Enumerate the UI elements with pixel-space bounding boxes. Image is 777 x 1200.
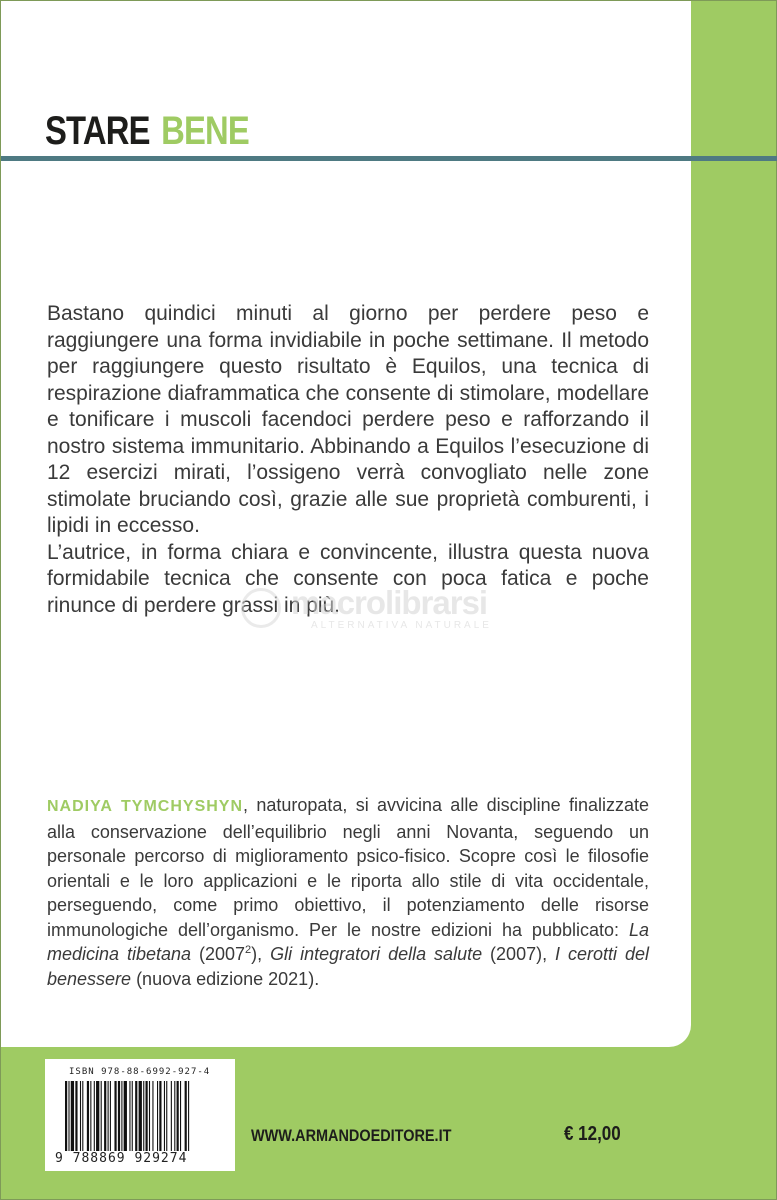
barcode-bar (101, 1081, 102, 1151)
barcode-bar (82, 1081, 83, 1151)
barcode-bar (152, 1081, 153, 1151)
publisher-website: WWW.ARMANDOEDITORE.IT (251, 1126, 452, 1145)
barcode-bar (174, 1081, 175, 1151)
book-title-2: Gli integratori della salute (270, 944, 483, 964)
book-edition-sup: 2 (245, 944, 252, 956)
barcode-bar (108, 1081, 109, 1151)
barcode-bar (124, 1081, 127, 1151)
book-year-2: (2007), (482, 944, 556, 964)
barcode-bar (129, 1081, 130, 1151)
series-title (45, 107, 249, 155)
series-word-bene: BENE (161, 109, 249, 153)
barcode-bar (143, 1081, 144, 1151)
barcode-bar (157, 1081, 158, 1151)
barcode-bar (180, 1081, 181, 1151)
bio-intro: , naturopata, si avvicina alle discipline finalizzate alla conservazione dell’equilibrio negli anni Novanta, seguendo un personale percorso di miglioramento psico-fisico. Scopre così le filosofie orientali e le loro applicazioni e le riporta allo stile di vita occidentale, perseguendo, come primo obiettivo, il potenziamento delle risorse immunologiche dell’organismo. Per le nostre edizioni ha pubblicato: (47, 795, 649, 940)
barcode-bar (80, 1081, 81, 1151)
book-year-1: (2007 (191, 944, 246, 964)
barcode-bar (171, 1081, 172, 1151)
blurb-paragraph-1: Bastano quindici minuti al giorno per perdere peso e raggiungere una forma invidiabile in poche settimane. Il metodo per raggiungere questo risultato è Equilos, una tecnica di respirazione diaframmatica che consente di stimolare, modellare e tonificare i muscoli facendoci perdere peso e rafforzando il nostro sistema immunitario. Abbinando a Equilos l’esecuzione di 12 esercizi mirati, l’ossigeno verrà convogliato nelle zone stimolate bruciando così, grazie alle sue proprietà comburenti, i lipidi in eccesso. (47, 302, 649, 537)
barcode-bar (96, 1081, 99, 1151)
barcode-bar (188, 1081, 189, 1151)
watermark (241, 586, 551, 636)
header-rule (1, 156, 777, 161)
series-word-stare: STARE (45, 109, 150, 153)
watermark-logo-icon (241, 588, 281, 628)
barcode-bars (65, 1081, 231, 1151)
barcode-bar (132, 1081, 133, 1151)
barcode-bar (71, 1081, 74, 1151)
barcode-bar (164, 1081, 165, 1151)
blurb-paragraph-2: L’autrice, in forma chiara e convincente, illustra questa nuova formidabile tecnica che consente con poca fatica e poche rinunce di perdere grassi in più. (47, 540, 649, 617)
barcode-bar (90, 1081, 91, 1151)
ean-number: 9 788869 929274 (55, 1151, 188, 1166)
barcode-bar (146, 1081, 148, 1151)
barcode-bar (118, 1081, 120, 1151)
barcode-bar (177, 1081, 179, 1151)
watermark-brand: macrolibrarsi (291, 584, 488, 621)
book-title-1: La medicina tibetana (47, 919, 649, 964)
barcode-bar (135, 1081, 137, 1151)
barcode-bar (104, 1081, 106, 1151)
author-bio (47, 793, 649, 991)
barcode-bar (121, 1081, 122, 1151)
barcode-bar (87, 1081, 89, 1151)
watermark-tagline: ALTERNATIVA NATURALE (311, 620, 492, 631)
price: € 12,00 (564, 1123, 621, 1145)
barcode-bar (94, 1081, 95, 1151)
barcode-bar (110, 1081, 111, 1151)
barcode-bar (68, 1081, 69, 1151)
barcode-bar (185, 1081, 187, 1151)
book-year-1-close: ), (251, 944, 271, 964)
barcode-bar (159, 1081, 161, 1151)
barcode-bar (114, 1081, 116, 1151)
blurb-text (47, 301, 649, 619)
barcode-bar (65, 1081, 67, 1151)
barcode-bar (166, 1081, 167, 1151)
author-name: NADIYA TYMCHYSHYN (47, 798, 244, 815)
book-title-3: I cerotti del benessere (47, 944, 649, 989)
barcode (45, 1059, 235, 1171)
barcode-bar (75, 1081, 77, 1151)
book-year-3: (nuova edizione 2021). (131, 968, 320, 989)
barcode-bar (139, 1081, 142, 1151)
isbn-label: ISBN 978-88-6992-927-4 (69, 1067, 211, 1077)
barcode-bar (149, 1081, 150, 1151)
